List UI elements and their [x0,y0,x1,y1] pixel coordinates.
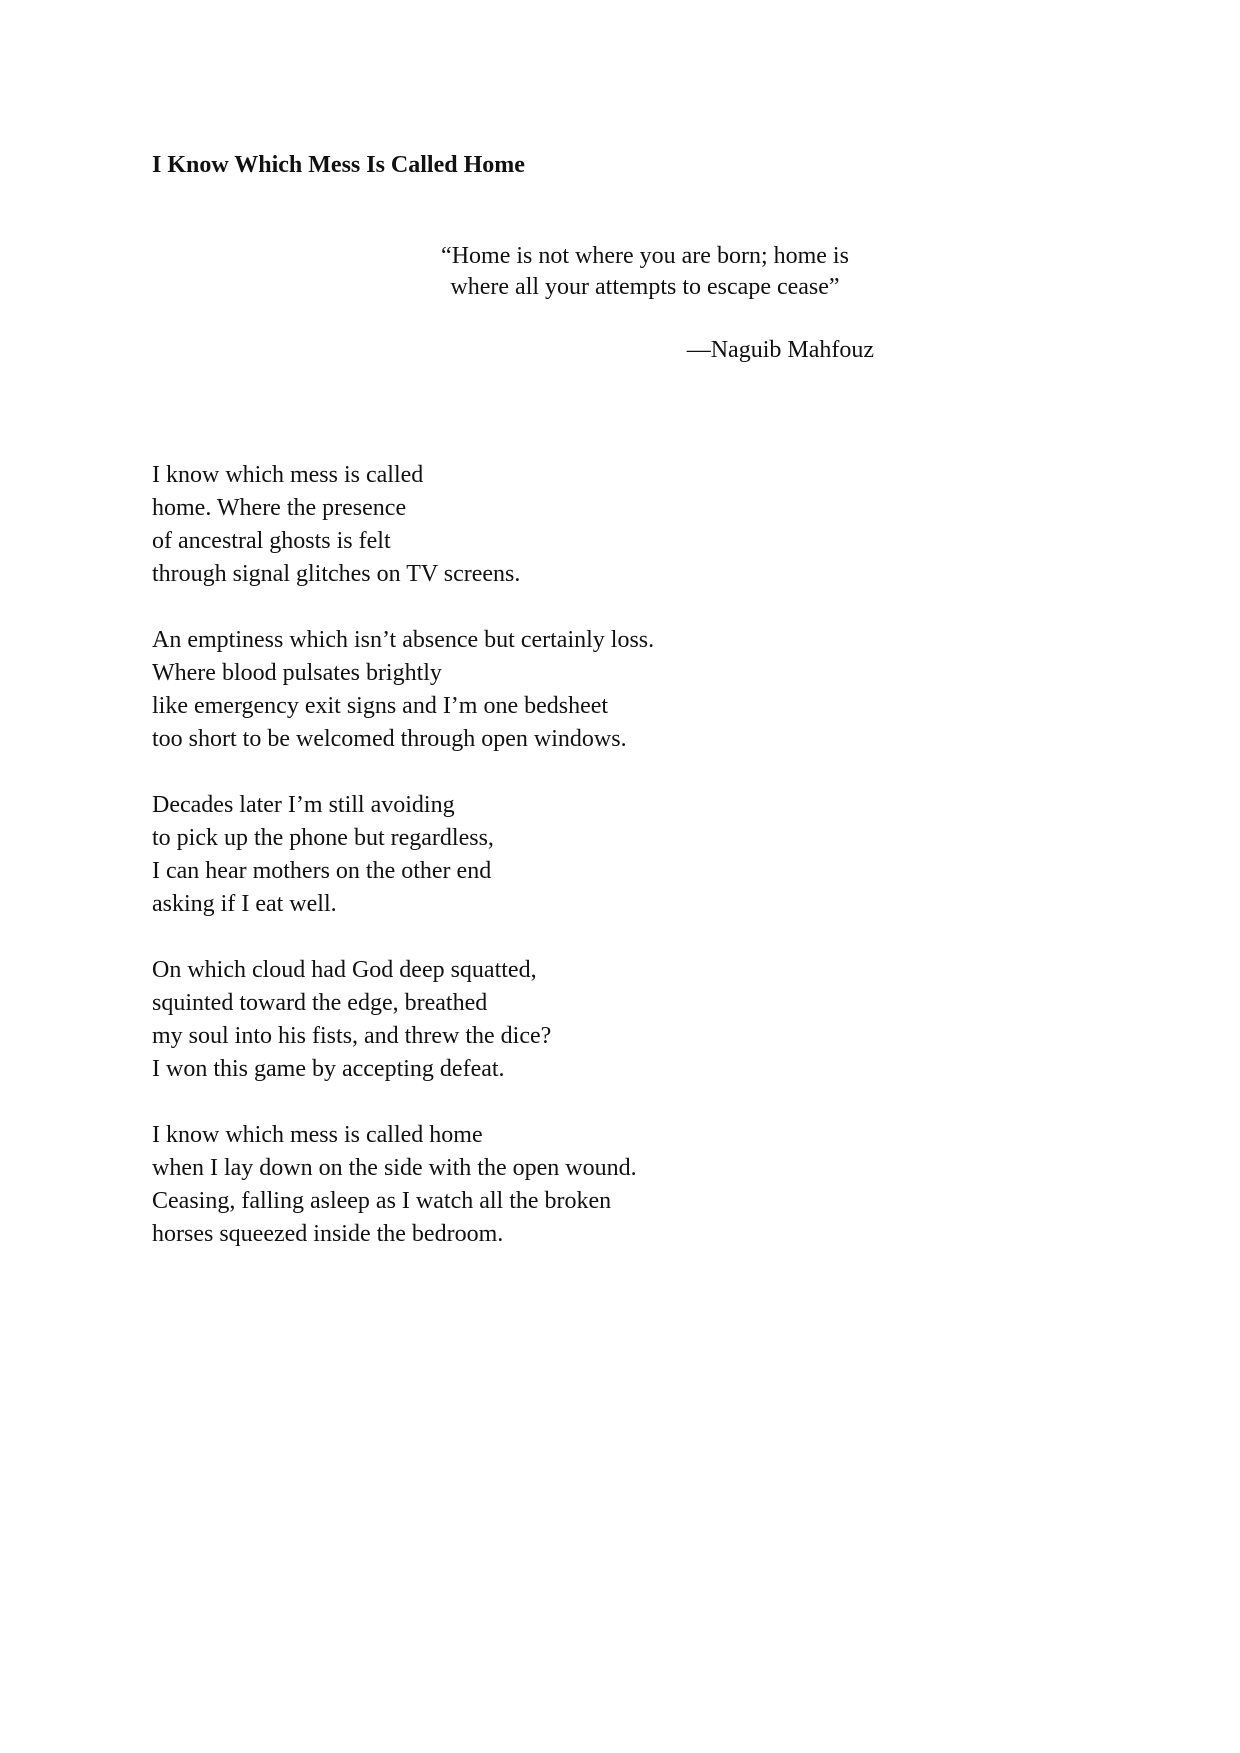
poem-line: I won this game by accepting defeat. [152,1056,505,1082]
poem-line: when I lay down on the side with the open wound. [152,1155,637,1181]
poem-line: squinted toward the edge, breathed [152,990,488,1016]
stanza-2 [152,624,1052,756]
poem-line: I can hear mothers on the other end [152,858,492,884]
poem-line: Ceasing, falling asleep as I watch all the broken [152,1188,612,1214]
stanza-1 [152,459,1052,591]
epigraph-attribution: —Naguib Mahfouz [686,337,874,363]
poem-line: like emergency exit signs and I’m one bedsheet [152,693,609,719]
poem-line: horses squeezed inside the bedroom. [152,1221,504,1247]
poem-line: On which cloud had God deep squatted, [152,957,537,983]
epigraph-line: “Home is not where you are born; home is [441,243,849,269]
poem-line: my soul into his fists, and threw the dice? [152,1023,552,1049]
poem-line: I know which mess is called home [152,1122,483,1148]
stanza-5 [152,1119,1052,1251]
poem-line: I know which mess is called [152,462,424,488]
poem-title: I Know Which Mess Is Called Home [152,152,525,178]
poem-line: to pick up the phone but regardless, [152,825,494,851]
poem-line: An emptiness which isn’t absence but certainly loss. [152,627,655,653]
epigraph-quote [400,241,890,303]
poem-line: asking if I eat well. [152,891,337,917]
poem-line: home. Where the presence [152,495,407,521]
stanza-4 [152,954,1052,1086]
stanza-3 [152,789,1052,921]
epigraph-line: where all your attempts to escape cease” [450,274,840,300]
poem-line: too short to be welcomed through open windows. [152,726,627,752]
poem-line: of ancestral ghosts is felt [152,528,391,554]
poem-line: Decades later I’m still avoiding [152,792,455,818]
poem-line: Where blood pulsates brightly [152,660,442,686]
poem-body [152,459,1052,1284]
poem-line: through signal glitches on TV screens. [152,561,521,587]
